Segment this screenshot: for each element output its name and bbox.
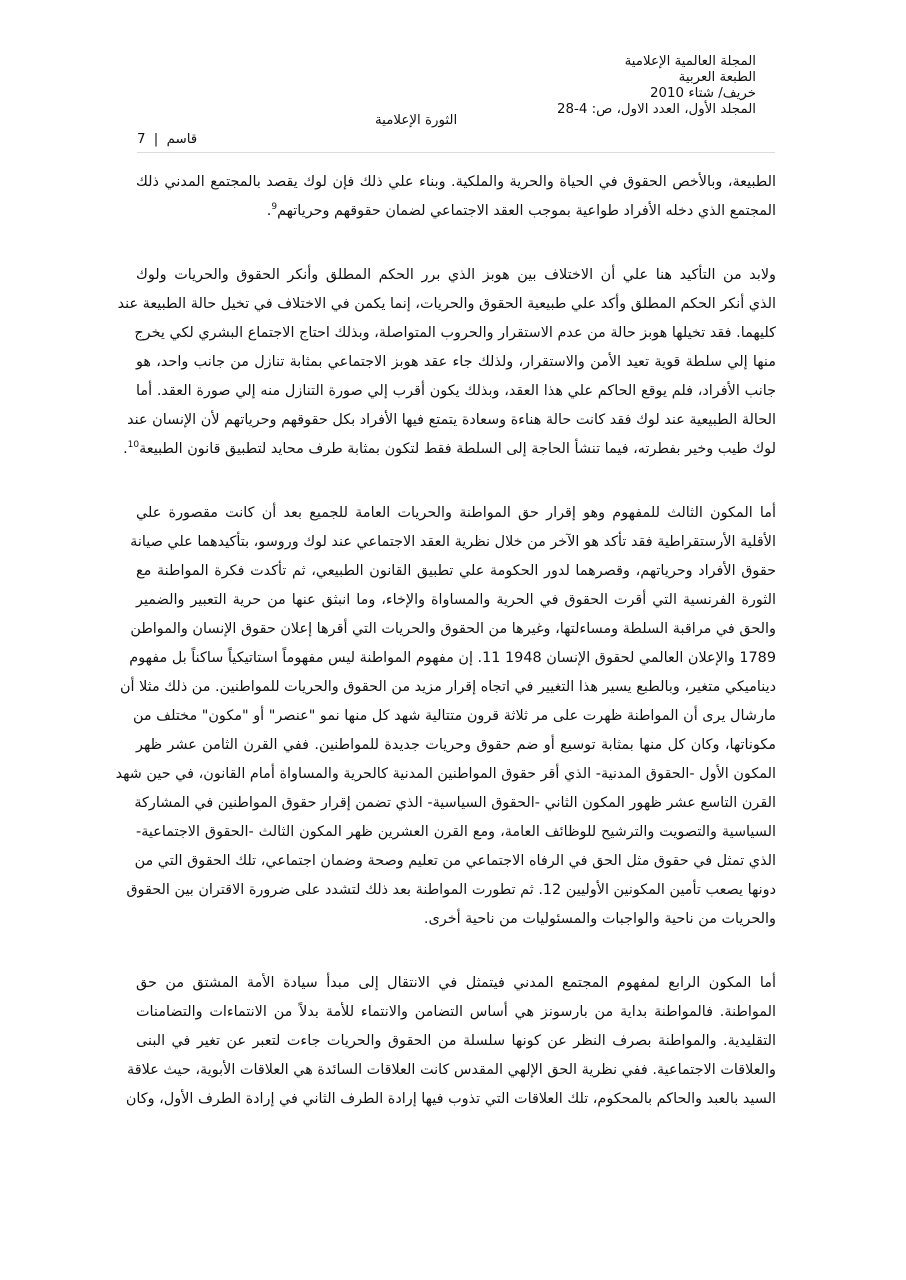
author-name: قاسم — [166, 132, 198, 147]
text-line: مكوناتها، وكان كل منها بمثابة توسيع أو ضم حقوق وحريات جديدة للمواطنين. ففي القرن الثامن عشر ظهر — [136, 737, 776, 753]
running-head — [137, 132, 197, 147]
journal-season: خريف/ شتاء 2010 — [650, 86, 756, 101]
sentence-end: . — [123, 441, 128, 457]
text-line: والحريات من ناحية والواجبات والمسئوليات من ناحية أخرى. — [423, 911, 776, 927]
text-line: المواطنة. فالمواطنة بداية من بارسونز هي أساس التضامن والانتماء للأمة بدلاً من الانتماءات والتضامنات — [136, 1004, 776, 1020]
journal-volume-issue: المجلد الأول، العدد الاول، ص: 4-28 — [556, 102, 756, 117]
text-line: كليهما. فقد تخيلها هوبز حالة من عدم الاستقرار والحروب المتواصلة، وبذلك احتاج الاجتماع البشري لكي يخرج — [134, 325, 776, 341]
text-line: الثورة الفرنسية التي أقرت الحقوق في الحرية والمساواة والإخاء، وما انبثق عنها من حرية التعبير والضمير — [136, 592, 776, 608]
text-line: أما المكون الرابع لمفهوم المجتمع المدني فيتمثل في الانتقال إلى مبدأ سيادة الأمة المشتق من حق — [136, 975, 776, 991]
text-line: 1789 والإعلان العالمي لحقوق الإنسان 1948 11. إن مفهوم المواطنة ليس مفهوماً استاتيكياً ساكناً بل مفهوم — [129, 650, 776, 666]
text-line: لوك طيب وخير بفطرته، فيما تنشأ الحاجة إلى السلطة فقط لتكون بمثابة طرف محايد لتطبيق قانون الطبيعة$^{10}$. — [123, 440, 776, 457]
footnote-ref: 10 — [127, 440, 140, 451]
text-line: ولابد من التأكيد هنا علي أن الاختلاف بين هوبز الذي برر الحكم المطلق وأنكر الحقوق والحريات ولوك — [136, 267, 776, 283]
text-line: أما المكون الثالث للمفهوم وهو إقرار حق المواطنة والحريات العامة للجميع بعد أن كانت مقصورة علي — [136, 505, 776, 521]
paragraph — [136, 168, 776, 226]
text-line: والعلاقات الاجتماعية. ففي نظرية الحق الإلهي المقدس كانت العلاقات السائدة هي العلاقات الأبوية، حيث علاقة — [127, 1062, 776, 1078]
text-line: والحق في مراقبة السلطة ومساءلتها، وغيرها من الحقوق والحريات التي أقرها إعلان حقوق الإنسان والمواطن — [130, 621, 776, 637]
text-line: جانب الأفراد، فلم يوقع الحاكم علي هذا العقد، وبذلك يكون أقرب إلي صورة التنازل منه إلي صورة العقد. أما — [136, 383, 776, 399]
paragraph — [125, 969, 776, 1114]
journal-citation-block — [556, 54, 756, 118]
journal-edition: الطبعة العربية — [678, 70, 756, 85]
paragraph-gap — [136, 934, 776, 969]
text-line: المكون الأول -الحقوق المدنية- الذي أقر حقوق المواطنين المدنية كالحرية والمساواة أمام القانون، في حين شهد — [115, 766, 776, 782]
text-line: الذي أنكر الحكم المطلق وأكد علي طبيعية الحقوق والحريات، إنما يكمن في الاختلاف في تخيل حالة الطبيعة عند — [117, 296, 776, 312]
page-number: 7 — [137, 132, 146, 147]
text-line: مارشال يرى أن المواطنة ظهرت على مر ثلاثة قرون متتالية شهد كل منها نمو "عنصر" أو "مكون" مختلف من — [132, 708, 776, 724]
sentence-end: . — [266, 203, 272, 219]
text-line: السيد بالعبد والحاكم بالمحكوم، تلك العلاقات التي تذوب فيها إرادة الطرف الثاني في إرادة الطرف الأول، وكان — [125, 1091, 776, 1107]
header-divider — [137, 152, 775, 153]
text-line: الطبيعة، وبالأخص الحقوق في الحياة والحرية والملكية. وبناء علي ذلك فإن لوك يقصد بالمجتمع المدني ذلك — [136, 174, 776, 190]
paragraph — [117, 261, 776, 464]
section-title: الثورة الإعلامية — [375, 113, 458, 128]
footnote-ref: 9 — [271, 202, 278, 213]
text-line: المجتمع الذي دخله الأفراد طواعية بموجب العقد الاجتماعي لضمان حقوقهم وحرياتهم$^9$. — [266, 202, 776, 219]
text-line: الأقلية الأرستقراطية فقد تأكد هو الآخر من خلال نظرية العقد الاجتماعي عند لوك وروسو، بتأكيدهما علي صيانة — [130, 534, 776, 550]
journal-name: المجلة العالمية الإعلامية — [624, 54, 756, 69]
text-line: الحالة الطبيعية عند لوك فقد كانت حالة هناءة وسعادة يتمتع فيها الأفراد بكل حقوقهم وحرياتهم لأن الإنسان عند — [127, 412, 776, 428]
text-line: السياسية والتصويت والترشيح للوظائف العامة، ومع القرن العشرين ظهر المكون الثالث -الحقوق الاجتماعية- — [136, 824, 776, 840]
text-line: القرن التاسع عشر ظهور المكون الثاني -الحقوق السياسية- الذي تضمن إقرار حقوق المواطنين في المشاركة — [134, 795, 776, 811]
paragraph-gap — [136, 226, 776, 261]
text-line: منها إلي سلطة قوية تعيد الأمن والاستقرار، ولذلك جاء عقد هوبز الاجتماعي بمثابة تنازل من جانب واحد، هو — [136, 354, 776, 370]
text-line: حقوق الأفراد وحرياتهم، وقصرهما لدور الحكومة علي تطبيق القانون الطبيعي، ثم تأكدت فكرة المواطنة مع — [136, 563, 776, 579]
separator: | — [153, 132, 159, 147]
text-line: التقليدية. والمواطنة بصرف النظر عن كونها سلسلة من الحقوق والحريات جاءت لتعبر عن تغير في البنى — [136, 1033, 776, 1049]
text-line: ديناميكي متغير، وبالطبع يسير هذا التغيير في اتجاه إقرار مزيد من الحقوق والحريات للمواطنين. من ذلك مثلا أن — [119, 679, 776, 695]
paragraph-gap — [136, 464, 776, 499]
text-line: دونها يصعب تأمين المكونين الأوليين 12. ثم تطورت المواطنة بعد ذلك لتشدد على ضرورة الاقتران بين الحقوق — [126, 882, 776, 898]
paragraph — [115, 499, 776, 934]
text-line: الذي تمثل في حقوق مثل الحق في الرفاه الاجتماعي من تعليم وصحة وضمان اجتماعي، تلك الحقوق التي من — [134, 853, 776, 869]
article-body — [115, 168, 776, 1114]
